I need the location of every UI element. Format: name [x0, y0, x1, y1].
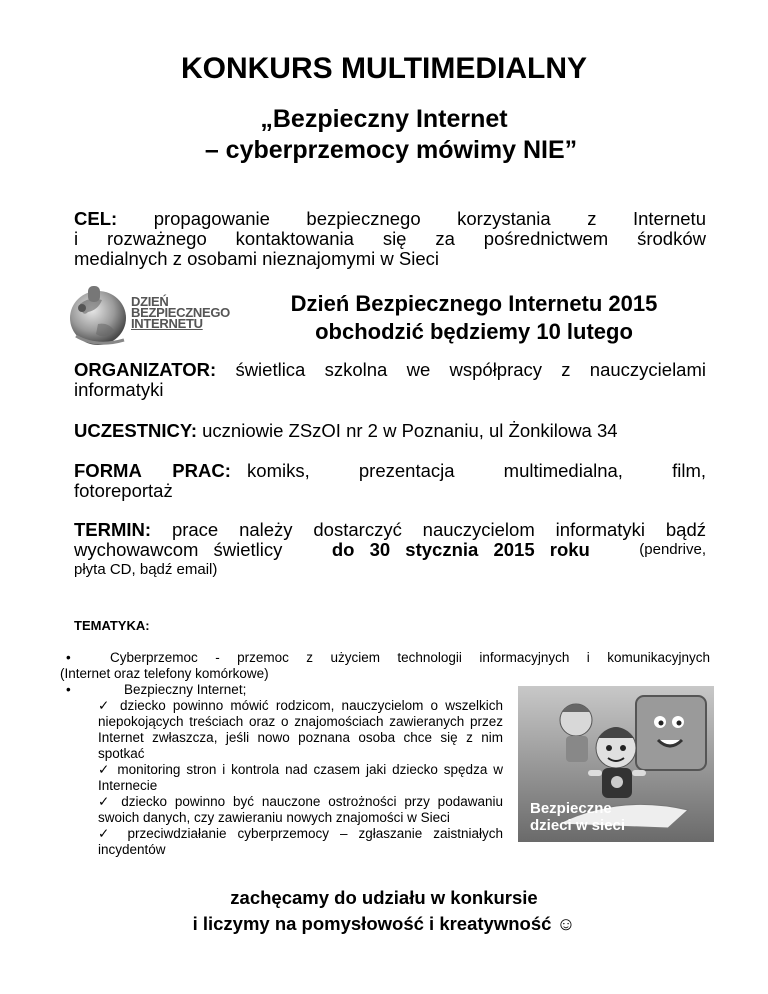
- footer-line-2: i liczymy na pomysłowość i kreatywność ☺: [192, 913, 576, 934]
- organizator-text-2: informatyki: [74, 379, 164, 400]
- bullet-dot-icon: •: [66, 682, 71, 697]
- termin-text-2c: (pendrive,: [639, 541, 706, 558]
- day-line-1: Dzień Bezpiecznego Internetu 2015: [290, 291, 658, 316]
- termin-label: TERMIN:: [74, 519, 152, 540]
- kids-caption-line-2: dzieci w sieci: [530, 817, 626, 834]
- termin-section: [74, 520, 706, 580]
- internet-day-announcement: [240, 290, 708, 346]
- cel-text-2: i rozważnego kontaktowania się za pośrednictwem środków: [74, 228, 706, 249]
- footer-invitation: [0, 885, 768, 937]
- termin-text-1: prace należy dostarczyć nauczycielom informatyki bądź: [171, 519, 707, 540]
- organizator-section: [74, 360, 706, 400]
- logo-line-1: DZIEŃ: [131, 294, 169, 309]
- logo-line-3: INTERNETU: [131, 316, 203, 331]
- bullet-2-text: Bezpieczny Internet;: [124, 682, 247, 697]
- forma-text-1: komiks, prezentacja multimedialna, film,: [247, 460, 706, 481]
- cel-section: [74, 209, 706, 269]
- bullet-dot-icon: •: [66, 650, 71, 665]
- forma-section: [74, 461, 706, 501]
- termin-text-2a: wychowawcom świetlicy: [74, 539, 283, 560]
- safe-kids-illustration: [518, 686, 714, 842]
- tematyka-bullet-1: [60, 650, 710, 682]
- organizator-label: ORGANIZATOR:: [74, 359, 217, 380]
- logo-text: [131, 296, 230, 329]
- uczestnicy-text: uczniowie ZSzOI nr 2 w Poznaniu, ul Żonkilowa 34: [202, 420, 618, 441]
- termin-text-3: płyta CD, bądź email): [74, 561, 218, 578]
- tematyka-sub-1: ✓ dziecko powinno mówić rodzicom, nauczycielom o wszelkich niepokojących treściach oraz o znajomościach zawieranych przez Internet zwłaszcza, jeśli nowo poznana osoba chce się z nim spotkać: [98, 698, 503, 761]
- bullet-1-line-1: Cyberprzemoc - przemoc z użyciem technologii informacyjnych i komunikacyjnych: [110, 650, 710, 665]
- kids-image-caption: [530, 800, 625, 834]
- tematyka-sub-3: ✓ dziecko powinno być nauczone ostrożności przy podawaniu swoich danych, czy zawieraniu nowych znajomości w Sieci: [98, 794, 503, 825]
- logo-line-2: BEZPIECZNEGO: [131, 305, 230, 320]
- uczestnicy-section: [74, 421, 706, 441]
- forma-label: FORMA PRAC:: [74, 460, 231, 481]
- cel-label: CEL:: [74, 208, 118, 229]
- uczestnicy-label: UCZESTNICY:: [74, 420, 197, 441]
- termin-deadline: do 30 stycznia 2015 roku: [331, 539, 590, 560]
- organizator-text-1: świetlica szkolna we współpracy z nauczycielami: [235, 359, 706, 380]
- subtitle: [0, 104, 768, 166]
- subtitle-line-1: „Bezpieczny Internet: [260, 105, 508, 133]
- tematyka-sub-2: ✓ monitoring stron i kontrola nad czasem jaki dziecko spędza w Internecie: [98, 762, 503, 793]
- tematyka-heading: TEMATYKA:: [74, 618, 150, 633]
- page-title: KONKURS MULTIMEDIALNY: [180, 52, 588, 85]
- kids-caption-line-1: Bezpieczne: [530, 800, 612, 817]
- day-line-2: obchodzić będziemy 10 lutego: [315, 319, 633, 344]
- bullet-1-line-2: (Internet oraz telefony komórkowe): [60, 666, 269, 681]
- tematyka-sub-4: ✓ przeciwdziałanie cyberprzemocy – zgłaszanie zaistniałych incydentów: [98, 826, 503, 857]
- cel-text-3: medialnych z osobami nieznajomymi w Sieci: [74, 248, 440, 269]
- forma-text-2: fotoreportaż: [74, 480, 173, 501]
- subtitle-line-2: – cyberprzemocy mówimy NIE”: [204, 136, 578, 164]
- cel-text-1: propagowanie bezpiecznego korzystania z Internetu: [153, 208, 706, 229]
- footer-line-1: zachęcamy do udziału w konkursie: [230, 887, 538, 908]
